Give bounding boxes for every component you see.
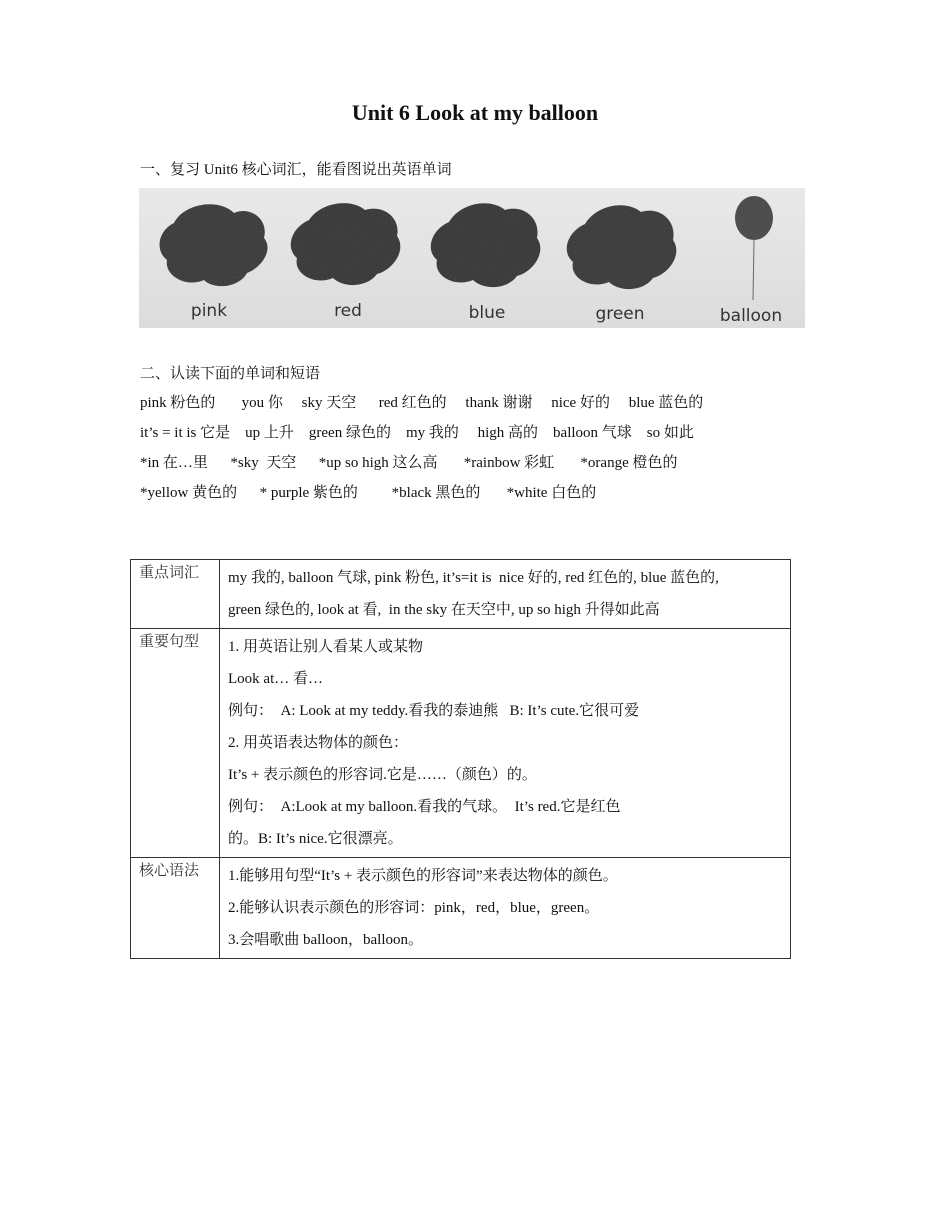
image-label-red: red: [334, 301, 362, 321]
word-line: *yellow 黄色的 * purple 紫色的 *black 黑色的 *white 白色的: [140, 485, 597, 501]
row-content: [220, 560, 791, 629]
cell-line: 3.会唱歌曲 balloon，balloon。: [228, 932, 423, 948]
word-line: pink 粉色的 you 你 sky 天空 red 红色的 thank 谢谢 nice 好的 blue 蓝色的: [140, 395, 704, 411]
row-label-text: 重点词汇: [139, 565, 200, 581]
vocab-picture: [139, 188, 805, 328]
section2-heading: 二、认读下面的单词和短语: [140, 366, 321, 382]
word-list: [140, 388, 703, 508]
cell-line: Look at… 看…: [228, 671, 323, 687]
cell-line: 1.能够用句型“It’s + 表示颜色的形容词”来表达物体的颜色。: [228, 868, 618, 884]
image-label-balloon: balloon: [719, 306, 783, 326]
row-label: [131, 858, 220, 959]
row-label: [131, 629, 220, 858]
word-line: *in 在…里 *sky 天空 *up so high 这么高 *rainbow 彩虹 *orange 橙色的: [140, 455, 678, 471]
summary-table: [130, 559, 791, 959]
image-label-pink: pink: [190, 301, 228, 321]
row-label-text: 重要句型: [139, 634, 200, 650]
cell-line: 1. 用英语让别人看某人或某物: [228, 639, 424, 655]
cell-line: 例句： A:Look at my balloon.看我的气球。 It’s red.它是红色: [228, 799, 621, 815]
row-content: [220, 629, 791, 858]
pink-splotch-icon: [160, 204, 268, 286]
cell-line: It’s + 表示颜色的形容词.它是……（颜色）的。: [228, 767, 537, 783]
balloon-icon: [735, 196, 773, 300]
green-splotch-icon: [567, 205, 677, 289]
section1-heading: 一、复习 Unit6 核心词汇，能看图说出英语单词: [140, 162, 452, 178]
row-label-text: 核心语法: [139, 863, 200, 879]
cell-line: 2.能够认识表示颜色的形容词：pink，red，blue，green。: [228, 900, 600, 916]
table-row: [131, 858, 791, 959]
cell-line: 例句： A: Look at my teddy.看我的泰迪熊 B: It’s cute.它很可爱: [228, 703, 640, 719]
blue-splotch-icon: [431, 203, 541, 287]
row-content: [220, 858, 791, 959]
cell-line: 的。B: It’s nice.它很漂亮。: [228, 831, 403, 847]
row-label: [131, 560, 220, 629]
cell-line: my 我的, balloon 气球, pink 粉色, it’s=it is nice 好的, red 红色的, blue 蓝色的,: [228, 570, 719, 586]
table-row: [131, 560, 791, 629]
red-splotch-icon: [291, 203, 401, 285]
cell-line: green 绿色的, look at 看, in the sky 在天空中, up so high 升得如此高: [228, 602, 660, 618]
page-title: Unit 6 Look at my balloon: [351, 100, 599, 125]
cell-line: 2. 用英语表达物体的颜色：: [228, 735, 409, 751]
table-row: [131, 629, 791, 858]
image-label-green: green: [595, 304, 645, 324]
word-line: it’s = it is 它是 up 上升 green 绿色的 my 我的 high 高的 balloon 气球 so 如此: [140, 425, 694, 441]
image-label-blue: blue: [468, 303, 506, 323]
